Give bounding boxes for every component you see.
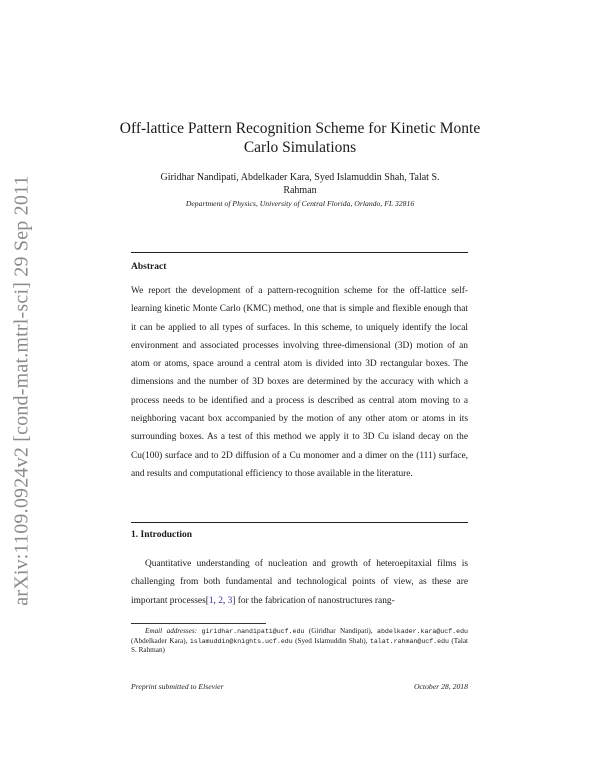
footnote-rule: [131, 623, 266, 624]
citation-link-2[interactable]: 2: [218, 595, 223, 606]
author-list: Giridhar Nandipati, Abdelkader Kara, Syed Islamuddin Shah, Talat S. Rahman: [160, 172, 440, 196]
email-nandipati[interactable]: giridhar.nandipati@ucf.edu: [201, 628, 305, 635]
citation-link-1[interactable]: 1: [208, 595, 214, 606]
intro-text-end: ] for the fabrication of nanostructures rang-: [232, 595, 395, 606]
email-owner-kara: (Abdelkader Kara),: [131, 636, 188, 645]
abstract-heading: Abstract: [131, 262, 167, 272]
abstract-bottom-rule: [131, 522, 468, 523]
abstract-text: We report the development of a pattern-recognition scheme for the off-lattice self-learning kinetic Monte Carlo (KMC) method, one that is simple and flexible enough that it can be applied to all types of surfaces. In this scheme, to uniquely identify the local environment and associated processes involving three-dimensional (3D) motion of an atom or atoms, space around a central atom is divided into 3D rectangular boxes. The dimensions and the number of 3D boxes are determined by the accuracy with which a process needs to be identified and a process is described as central atom moving to a neighboring vacant box accompanied by the motion of any other atom or atoms in its surrounding boxes. As a test of this method we apply it to 3D Cu island decay on the Cu(100) surface and to 2D diffusion of a Cu monomer and a dimer on the (111) surface, and results and computational efficiency to those available in the literature.: [131, 286, 468, 479]
email-kara[interactable]: abdelkader.kara@ucf.edu: [377, 628, 469, 635]
email-owner-nandipati: (Giridhar Nandipati),: [308, 627, 373, 635]
arxiv-identifier-text: arXiv:1109.0924v2 [cond-mat.mtrl-sci] 29 Sep 2011: [10, 174, 33, 606]
footnote-emails: [131, 627, 468, 656]
paper-title: Off-lattice Pattern Recognition Scheme for Kinetic Monte Carlo Simulations: [119, 120, 481, 156]
affiliation: Department of Physics, University of Central Florida, Orlando, FL 32816: [185, 199, 415, 208]
abstract-top-rule: [131, 252, 468, 253]
email-owner-rahman: (Talat S. Rahman): [131, 636, 469, 655]
email-shah[interactable]: islamuddin@knights.ucf.edu: [189, 637, 293, 645]
preprint-date: October 28, 2018: [413, 682, 468, 691]
intro-text-start: Quantitative understanding of nucleation and growth of heteroepitaxial films is challenging from both fundamental and technological points of view, as these are important processes[: [131, 559, 468, 606]
introduction-paragraph: Quantitative understanding of nucleation and growth of heteroepitaxial films is challenging from both fundamental and technological points of view, as these are important processes[1, 2, 3] for the fabrication of nanostructures rang-: [131, 559, 468, 606]
section-heading-introduction: 1. Introduction: [131, 530, 193, 540]
preprint-note: Preprint submitted to Elsevier: [131, 682, 224, 691]
citation-link-3[interactable]: 3: [227, 595, 233, 606]
email-rahman[interactable]: talat.rahman@ucf.edu: [369, 637, 450, 645]
email-owner-shah: (Syed Islamuddin Shah),: [295, 636, 368, 645]
arxiv-identifier: [2, 174, 42, 606]
footnote-label: Email addresses:: [145, 627, 198, 635]
